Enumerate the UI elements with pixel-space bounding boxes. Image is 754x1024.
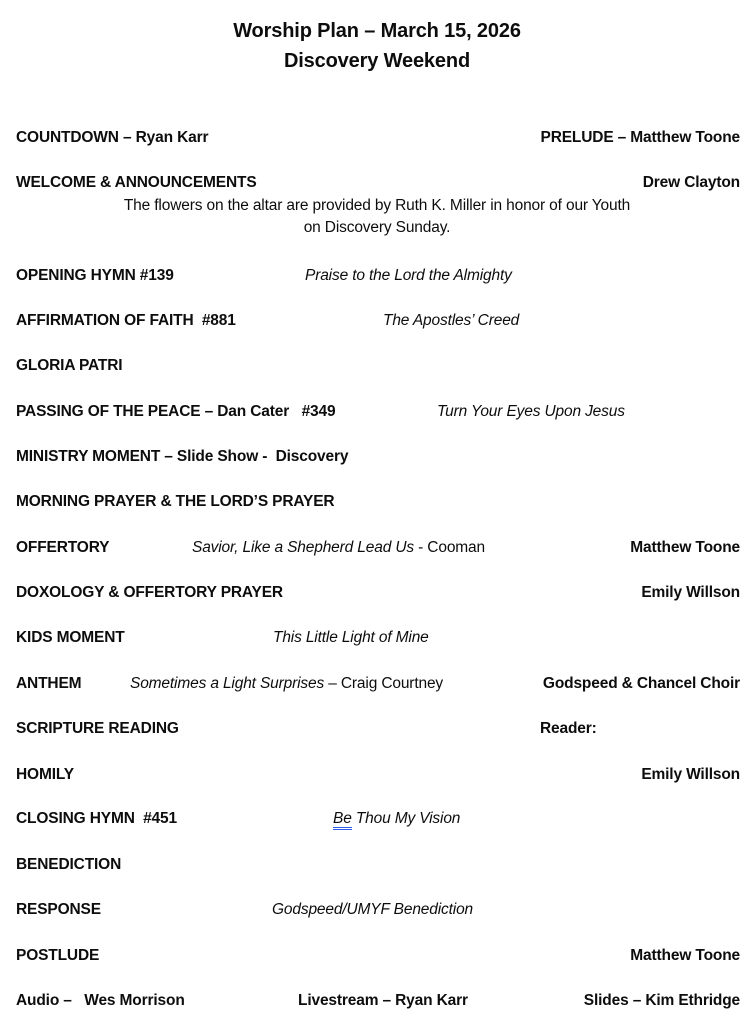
item-countdown-prelude [0,128,754,148]
anthem-title: Sometimes a Light Surprises – Craig Courtney [130,675,444,692]
welcome-label: WELCOME & ANNOUNCEMENTS [16,174,257,191]
document-title [0,16,754,76]
item-closing-hymn [0,809,754,829]
item-kids-moment [0,628,754,648]
offertory-title: Savior, Like a Shepherd Lead Us - Cooman [192,539,485,556]
response-label: RESPONSE [16,901,101,918]
opening-hymn-label: OPENING HYMN #139 [16,267,174,284]
item-morning-prayer [0,492,754,512]
document-title-line1: Worship Plan – March 15, 2026 [233,20,521,42]
livestream-credit: Livestream – Ryan Karr [298,992,468,1009]
doxology-label: DOXOLOGY & OFFERTORY PRAYER [16,584,283,601]
ministry-moment-label: MINISTRY MOMENT – Slide Show - Discovery [16,448,349,465]
doxology-person: Emily Willson [641,584,740,601]
affirmation-label: AFFIRMATION OF FAITH #881 [16,312,236,329]
item-scripture-reading [0,719,754,739]
item-response [0,900,754,920]
gloria-patri-label: GLORIA PATRI [16,357,123,374]
item-anthem [0,674,754,694]
passing-peace-title: Turn Your Eyes Upon Jesus [437,403,625,420]
item-welcome-announcements [0,173,754,193]
closing-hymn-label: CLOSING HYMN #451 [16,810,177,827]
offertory-person: Matthew Toone [630,539,740,556]
item-tech-crew [0,991,754,1011]
reader-label: Reader: [540,720,597,737]
benediction-label: BENEDICTION [16,856,122,873]
countdown-label: COUNTDOWN – Ryan Karr [16,129,209,146]
prelude-label: PRELUDE – Matthew Toone [540,129,740,146]
slides-credit: Slides – Kim Ethridge [583,992,740,1009]
document-title-line2: Discovery Weekend [283,50,471,72]
flowers-note-line1: The flowers on the altar are provided by Ruth K. Miller in honor of our Youth [123,197,631,214]
kids-moment-label: KIDS MOMENT [16,629,125,646]
item-doxology [0,583,754,603]
passing-peace-label: PASSING OF THE PEACE – Dan Cater #349 [16,403,336,420]
homily-label: HOMILY [16,766,74,783]
postlude-person: Matthew Toone [630,947,740,964]
anthem-performers: Godspeed & Chancel Choir [542,675,740,692]
item-homily [0,765,754,785]
item-passing-of-the-peace [0,402,754,422]
scripture-reading-label: SCRIPTURE READING [16,720,179,737]
postlude-label: POSTLUDE [16,947,100,964]
grammar-check-underline: Be [333,810,352,830]
item-ministry-moment [0,447,754,467]
item-offertory [0,538,754,558]
welcome-person: Drew Clayton [642,174,740,191]
anthem-label: ANTHEM [16,675,82,692]
item-gloria-patri [0,356,754,376]
kids-moment-title: This Little Light of Mine [273,629,429,646]
morning-prayer-label: MORNING PRAYER & THE LORD’S PRAYER [16,493,335,510]
opening-hymn-title: Praise to the Lord the Almighty [305,267,512,284]
flowers-note-line2: on Discovery Sunday. [303,219,451,236]
item-postlude [0,946,754,966]
affirmation-title: The Apostles’ Creed [383,312,520,329]
item-opening-hymn [0,266,754,286]
offertory-label: OFFERTORY [16,539,110,556]
homily-person: Emily Willson [641,766,740,783]
item-affirmation-of-faith [0,311,754,331]
audio-credit: Audio – Wes Morrison [16,992,185,1009]
closing-hymn-title: Be Thou My Vision [333,809,460,829]
item-benediction [0,855,754,875]
response-title: Godspeed/UMYF Benediction [272,901,474,918]
